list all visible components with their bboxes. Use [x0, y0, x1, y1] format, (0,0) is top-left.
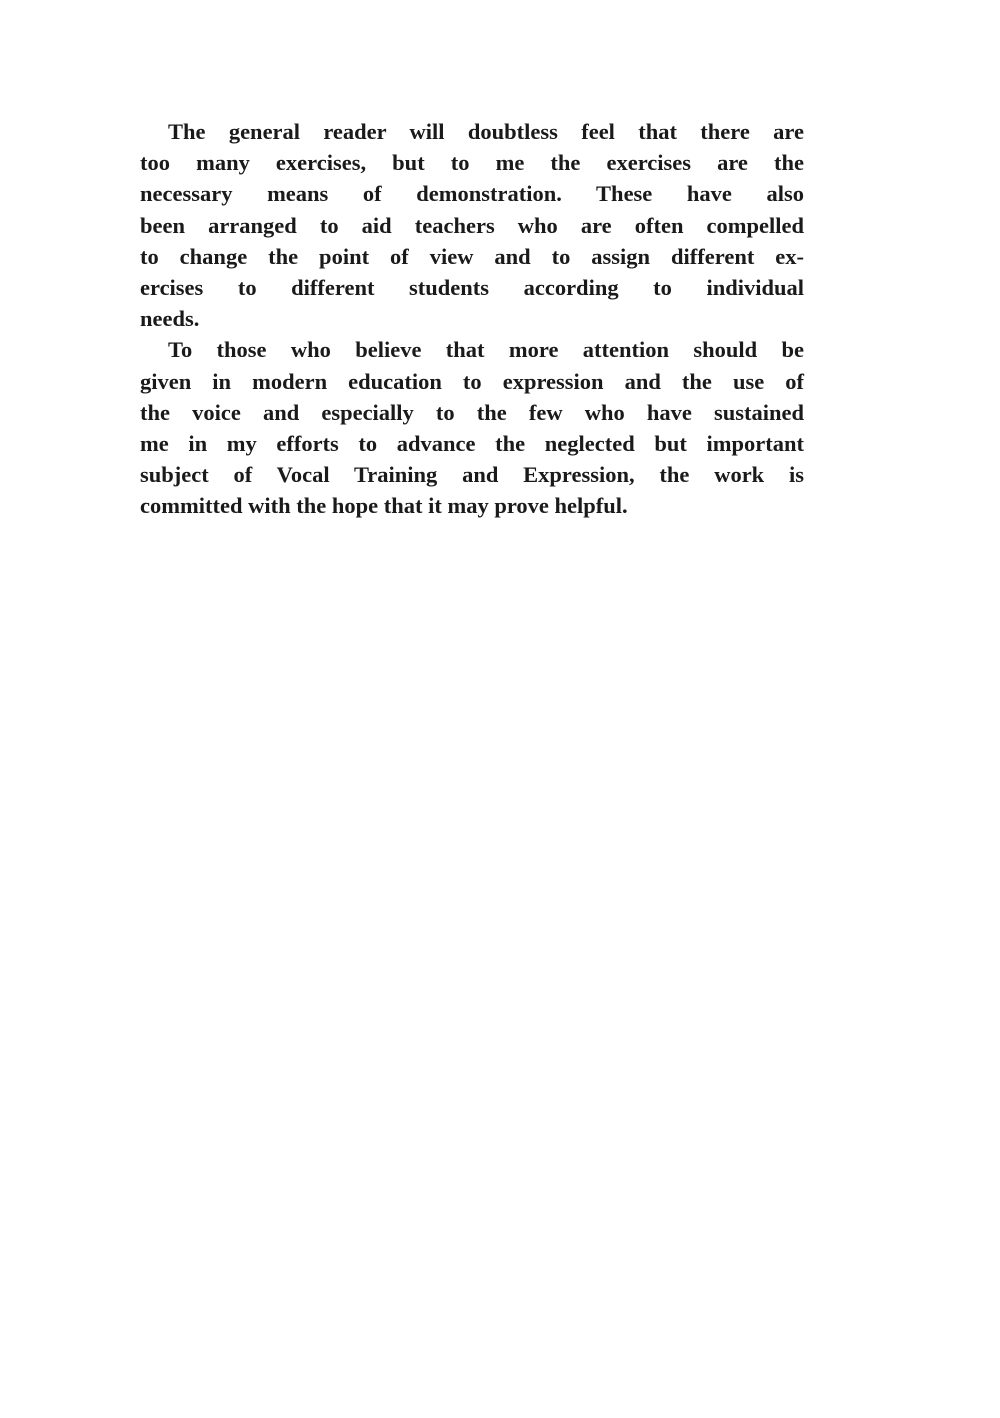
text-line: ercises to different students according to individual — [140, 275, 804, 301]
text-line: been arranged to aid teachers who are often compelled — [140, 212, 804, 238]
text-line: to change the point of view and to assign different ex- — [140, 243, 804, 269]
text-line: The general reader will doubtless feel that there are — [168, 119, 804, 144]
text-line: me in my efforts to advance the neglected but important — [140, 431, 804, 457]
text-line: needs. — [140, 306, 200, 332]
text-line: given in modern education to expression and the use of — [140, 368, 804, 394]
text-line: the voice and especially to the few who have sustained — [140, 399, 804, 425]
text-line: To those who believe that more attention should be — [168, 337, 804, 363]
paragraph-2 — [140, 334, 804, 521]
body-text — [140, 116, 804, 522]
text-line: committed with the hope that it may prove helpful. — [140, 493, 628, 519]
text-line: necessary means of demonstration. These have also — [140, 181, 804, 207]
paragraph-1 — [140, 116, 804, 334]
text-line: too many exercises, but to me the exercises are the — [140, 150, 804, 176]
text-line: subject of Vocal Training and Expression, the work is — [140, 462, 804, 488]
